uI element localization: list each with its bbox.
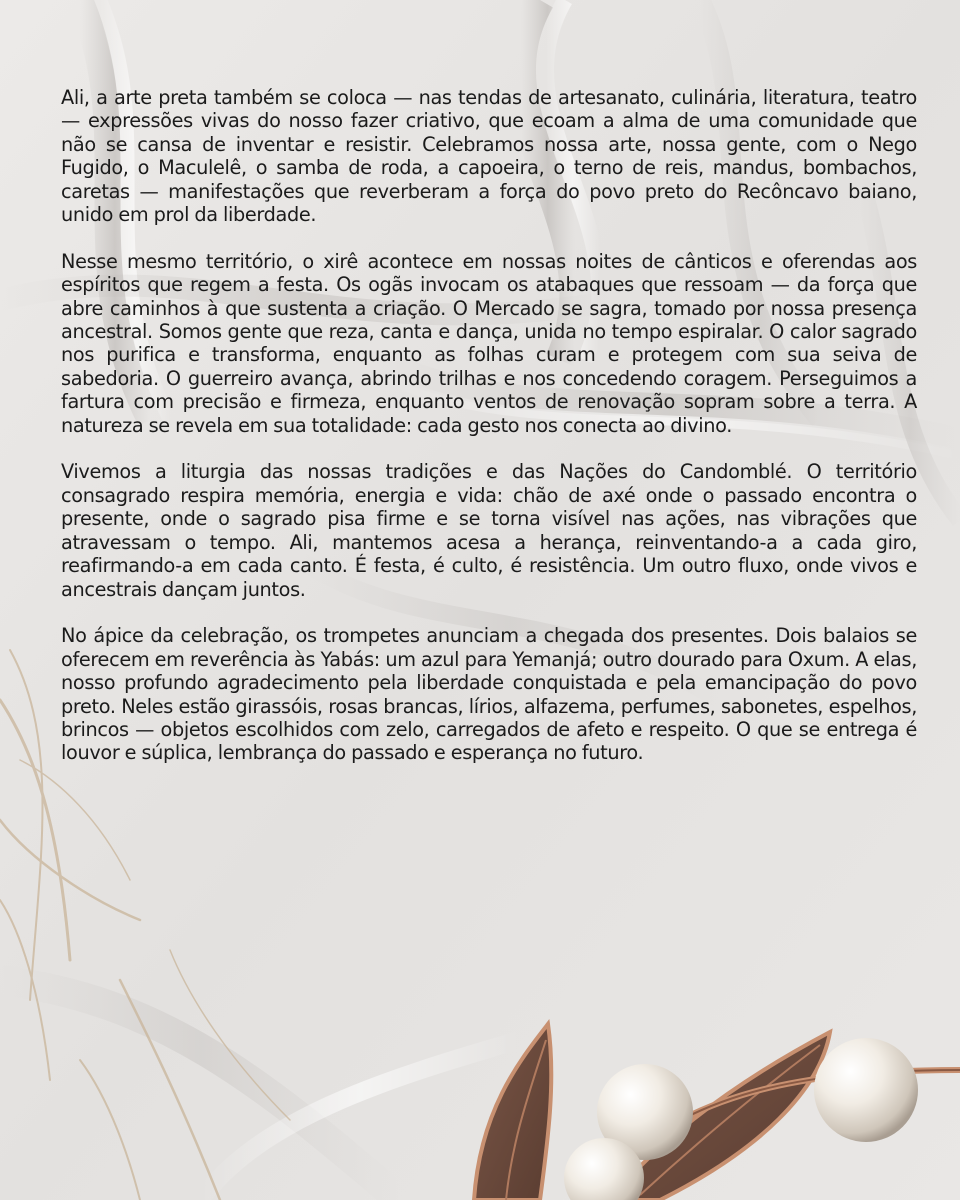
paragraph-3: Vivemos a liturgia das nossas tradições e das Nações do Candomblé. O território consagrado respira memória, energia e vida: chão de axé onde o passado encontra o presente, onde o sagrado pisa firme e se torna visível nas ações, nas vibrações que atravessam o tempo. Ali, mantemos acesa a herança, reinventando-a a cada giro, reafirmando-a em cada canto. É festa, é culto, é resistência. Um outro fluxo, onde vivos e ancestrais dançam juntos. [61, 460, 917, 601]
paragraph-2: Nesse mesmo território, o xirê acontece em nossas noites de cânticos e oferendas aos espíritos que regem a festa. Os ogãs invocam os atabaques que ressoam — da força que abre caminhos à que sustenta a criação. O Mercado se sagra, tomado por nossa presença ancestral. Somos gente que reza, canta e dança, unida no tempo espiralar. O calor sagrado nos purifica e transforma, enquanto as folhas curam e protegem com sua seiva de sabedoria. O guerreiro avança, abrindo trilhas e nos concedendo coragem. Perseguimos a fartura com precisão e firmeza, enquanto ventos de renovação sopram sobre a terra. A natureza se revela em sua totalidade: cada gesto nos conecta ao divino. [61, 249, 917, 437]
paragraph-1: Ali, a arte preta também se coloca — nas tendas de artesanato, culinária, literatura, teatro — expressões vivas do nosso fazer criativo, que ecoam a alma de uma comunidade que não se cansa de inventar e resistir. Celebramos nossa arte, nossa gente, com o Nego Fugido, o Maculelê, o samba de roda, a capoeira, o terno de reis, mandus, bombachos, caretas — manifestações que reverberam a força do povo preto do Recôncavo baiano, unido em prol da liberdade. [61, 86, 917, 227]
leaf-left-icon [474, 1024, 551, 1200]
paragraph-4: No ápice da celebração, os trompetes anunciam a chegada dos presentes. Dois balaios se oferecem em reverência às Yabás: um azul para Yemanjá; outro dourado para Oxum. A elas, nosso profundo agradecimento pela liberdade conquistada e pela emancipação do povo preto. Neles estão girassóis, rosas brancas, lírios, alfazema, perfumes, sabonetes, espelhos, brincos — objetos escolhidos com zelo, carregados de afeto e respeito. O que se entrega é louvor e súplica, lembrança do passado e esperança no futuro. [61, 624, 917, 765]
pearl-icon [814, 1038, 918, 1142]
